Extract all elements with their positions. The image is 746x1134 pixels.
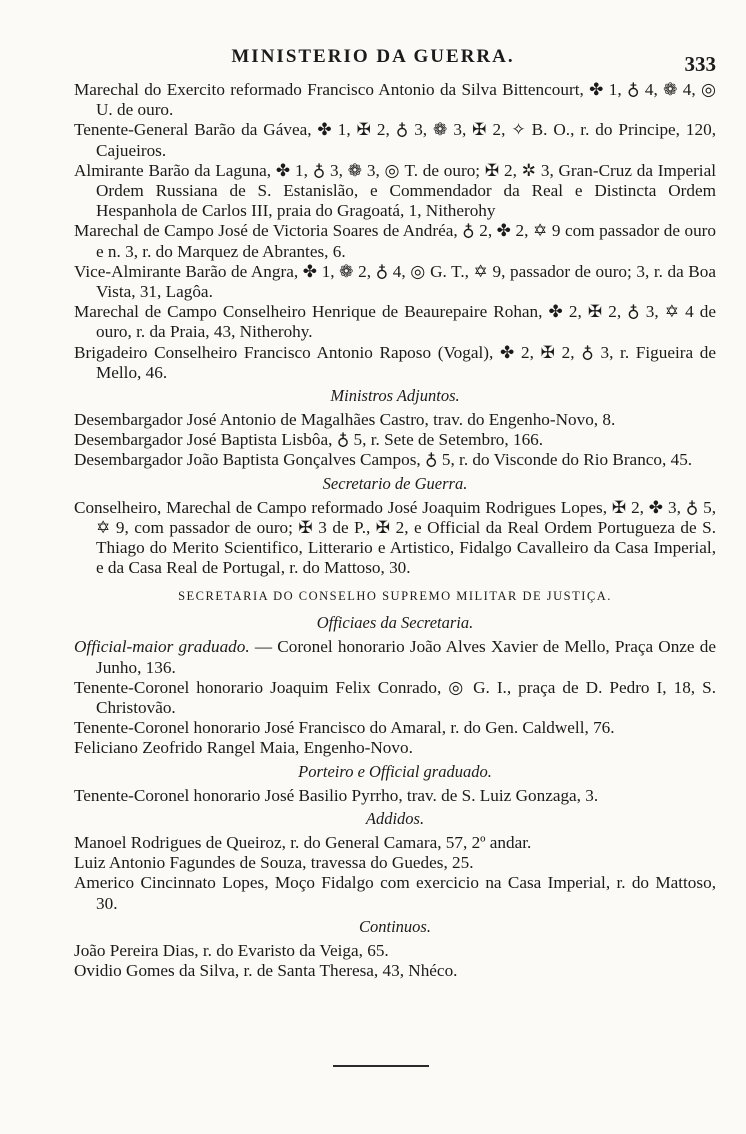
page-title: MINISTERIO DA GUERRA. [231, 46, 515, 67]
entry: Tenente-General Barão da Gávea, ✤ 1, ✠ 2, ♁ 3, ❁ 3, ✠ 2, ✧ B. O., r. do Principe, 120, Cajueiros. [74, 120, 716, 160]
entry: Conselheiro, Marechal de Campo reformado José Joaquim Rodrigues Lopes, ✠ 2, ✤ 3, ♁ 5, ✡ 9, com passador de ouro; ✠ 3 de P., ✠ 2, e Official da Real Ordem Portugueza de S. Thiago do Merito Scientifico, Litterario e Artistico, Fidalgo Cavalleiro da Casa Imperial, e da Casa Real de Portugal, r. do Mattoso, 30. [74, 497, 716, 578]
page-header [0, 46, 746, 80]
entry: Tenente-Coronel honorario José Basilio Pyrrho, trav. de S. Luiz Gonzaga, 3. [74, 785, 599, 805]
page-number: 333 [684, 52, 716, 76]
entry: Tenente-Coronel honorario Joaquim Felix Conrado, ◎ G. I., praça de D. Pedro I, 18, S. Christovão. [74, 677, 716, 718]
entry: João Pereira Dias, r. do Evaristo da Veiga, 65. [74, 940, 389, 960]
page-content [74, 80, 716, 981]
entry: Ovidio Gomes da Silva, r. de Santa Theresa, 43, Nhéco. [74, 960, 458, 980]
entry: Tenente-Coronel honorario José Francisco do Amaral, r. do Gen. Caldwell, 76. [74, 718, 615, 738]
entry [74, 637, 716, 677]
section-heading-secretario: Secretario de Guerra. [322, 473, 468, 493]
entry: Feliciano Zeofrido Rangel Maia, Engenho-Novo. [74, 738, 413, 758]
entry-text: — Coronel honorario João Alves Xavier de Mello, Praça Onze de Junho, 136. [96, 637, 716, 677]
section-heading-ministros: Ministros Adjuntos. [330, 386, 460, 406]
closing-rule [333, 1065, 429, 1067]
entry-lead: Official-maior graduado. [74, 637, 250, 657]
section-heading-continuos: Continuos. [359, 916, 431, 936]
entry: Manoel Rodrigues de Queiroz, r. do General Camara, 57, 2º andar. [74, 832, 532, 852]
entry: Marechal do Exercito reformado Francisco Antonio da Silva Bittencourt, ✤ 1, ♁ 4, ❁ 4, ◎ U. de ouro. [74, 80, 716, 120]
entry: Almirante Barão da Laguna, ✤ 1, ♁ 3, ❁ 3, ◎ T. de ouro; ✠ 2, ✲ 3, Gran-Cruz da Imperial Ordem Russiana de S. Estanislão, e Commendador da Real e Distincta Ordem Hespanhola de Carlos III, praia do Gragoatá, 1, Nitherohy [74, 160, 716, 221]
section-heading-secretaria: SECRETARIA DO CONSELHO SUPREMO MILITAR DE JUSTIÇA. [178, 589, 612, 604]
section-heading-officiaes: Officiaes da Secretaria. [316, 613, 474, 633]
entry: Desembargador José Baptista Lisbôa, ♁ 5, r. Sete de Setembro, 166. [74, 430, 544, 450]
entry: Vice-Almirante Barão de Angra, ✤ 1, ❁ 2, ♁ 4, ◎ G. T., ✡ 9, passador de ouro; 3, r. da Boa Vista, 31, Lagôa. [74, 261, 716, 302]
entry: Brigadeiro Conselheiro Francisco Antonio Raposo (Vogal), ✤ 2, ✠ 2, ♁ 3, r. Figueira de Mello, 46. [74, 342, 716, 382]
entry: Marechal de Campo José de Victoria Soares de Andréa, ♁ 2, ✤ 2, ✡ 9 com passador de ouro e n. 3, r. do Marquez de Abrantes, 6. [74, 221, 716, 261]
entry: Desembargador João Baptista Gonçalves Campos, ♁ 5, r. do Visconde do Rio Branco, 45. [74, 450, 693, 470]
entry: Desembargador José Antonio de Magalhães Castro, trav. do Engenho-Novo, 8. [74, 410, 616, 430]
entry: Americo Cincinnato Lopes, Moço Fidalgo com exercicio na Casa Imperial, r. do Mattoso, 30. [74, 873, 716, 913]
section-heading-addidos: Addidos. [365, 808, 425, 828]
section-heading-porteiro: Porteiro e Official graduado. [298, 761, 492, 781]
entry: Marechal de Campo Conselheiro Henrique de Beaurepaire Rohan, ✤ 2, ✠ 2, ♁ 3, ✡ 4 de ouro, r. da Praia, 43, Nitherohy. [74, 302, 716, 342]
entry: Luiz Antonio Fagundes de Souza, travessa do Guedes, 25. [74, 853, 474, 873]
